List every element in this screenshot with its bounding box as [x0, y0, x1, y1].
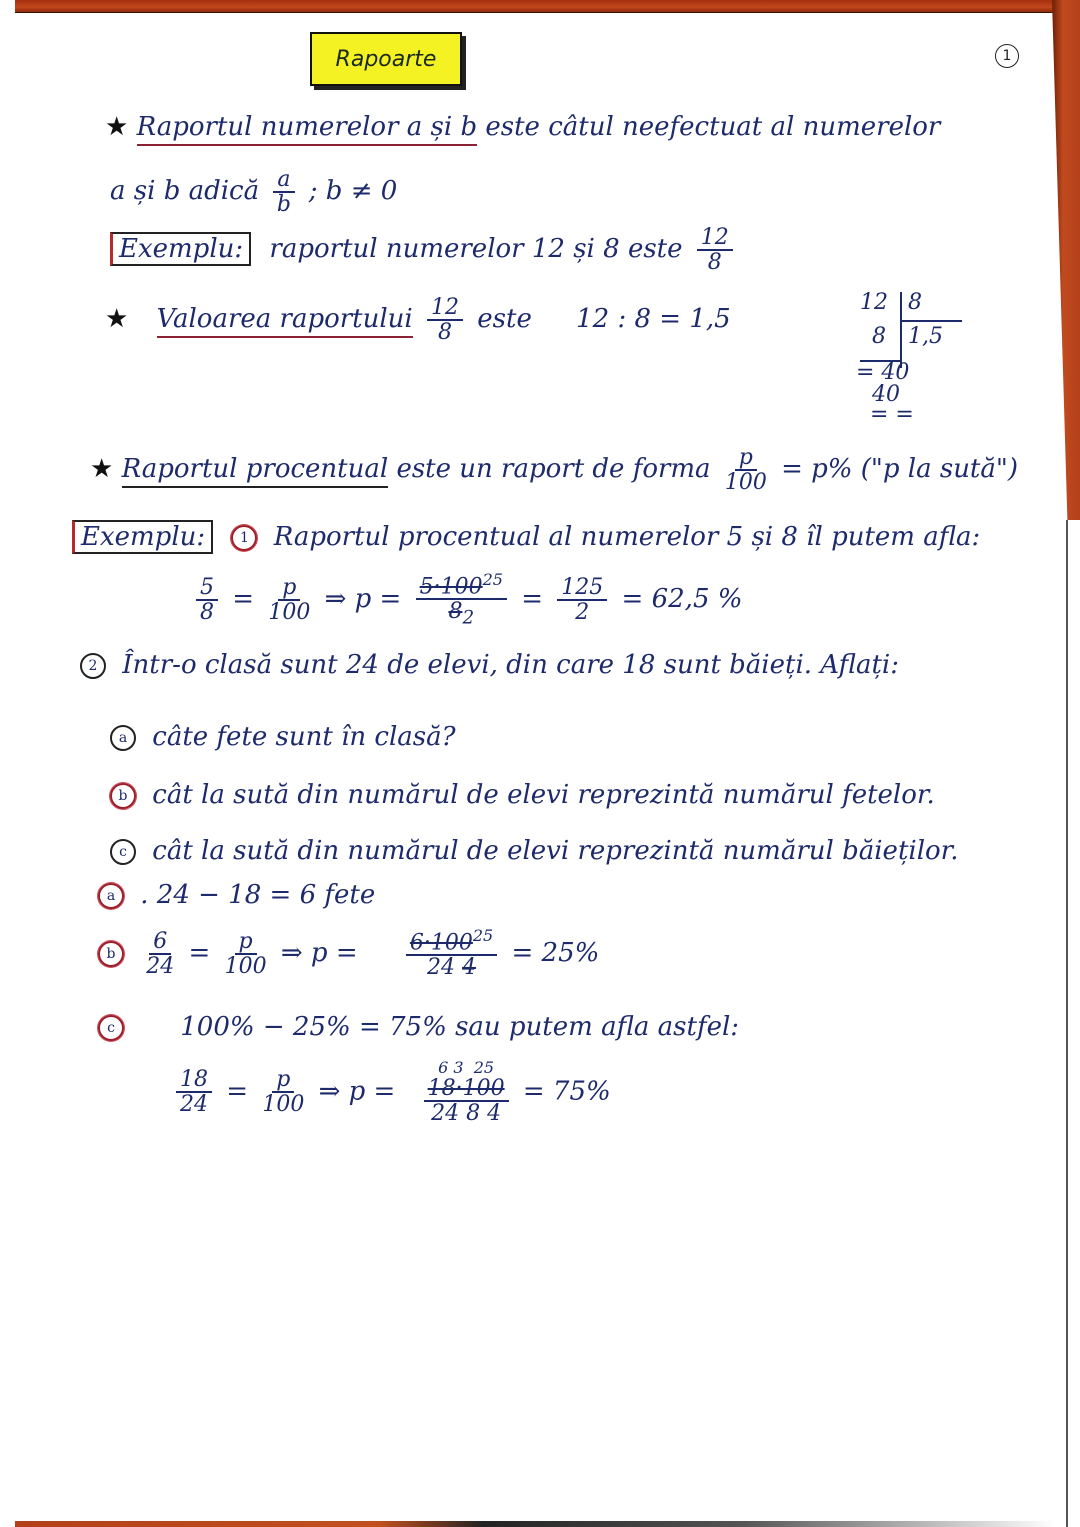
fraction-numerator: p: [272, 1068, 294, 1093]
condition-text: ; b ≠ 0: [308, 176, 398, 207]
fraction-125-2: [557, 576, 607, 624]
example-label-box: Exemplu:: [110, 232, 251, 266]
star-bullet-icon: ★: [105, 112, 129, 142]
simplified-subscript: 2: [462, 607, 475, 629]
ratio-value-middle: este: [477, 304, 532, 335]
simplified-denominator: 4: [462, 955, 477, 981]
definition-ratio: [105, 112, 940, 142]
question-a: [110, 722, 456, 752]
fraction-denominator: 24: [180, 1092, 208, 1118]
answer-label-circle: c: [98, 1015, 124, 1041]
division-remainder: = 40: [856, 360, 910, 385]
star-bullet-icon: ★: [90, 454, 114, 485]
fraction-numerator: 12: [697, 226, 733, 251]
term-ratio: Raportul numerelor a și b: [137, 112, 478, 146]
division-final: = =: [870, 402, 914, 427]
fraction-6-24: [146, 930, 174, 978]
division-vertical-line: [900, 292, 902, 368]
fraction-18x100-24: [424, 1060, 509, 1125]
page-edge-line: [1066, 520, 1068, 1527]
divisor: 8: [908, 290, 922, 315]
percent-equals-text: = p% ("p la sută"): [781, 454, 1018, 485]
implies-text: ⇒ p =: [280, 937, 358, 968]
result-text: = 25%: [511, 937, 600, 968]
dividend: 12: [860, 290, 888, 315]
page-frame-bottom: [15, 1521, 1055, 1527]
fraction-numerator: 18·100: [424, 1077, 509, 1102]
fraction-18-24: [176, 1068, 212, 1116]
fraction-denominator: 24 8 4: [431, 1100, 502, 1126]
implies-text: ⇒ p =: [324, 584, 402, 615]
fraction-denominator: 24: [146, 953, 175, 979]
question-text: câte fete sunt în clasă?: [152, 722, 456, 752]
fraction-denominator: 24: [427, 955, 456, 981]
example-2-text: Raportul procentual al numerelor 5 și 8 îl putem afla:: [273, 522, 981, 552]
question-label-circle: c: [110, 839, 136, 865]
fraction-numerator: 6·100: [409, 930, 473, 956]
fraction-numerator: 5: [196, 576, 218, 601]
fraction-numerator: a: [273, 168, 294, 193]
result-text: = 75%: [522, 1076, 611, 1107]
definition-line2-text: a și b adică: [110, 176, 260, 207]
fraction-numerator: 5·100: [419, 574, 483, 600]
ratio-value-result: 12 : 8 = 1,5: [576, 304, 731, 335]
division-horizontal-line: [902, 320, 962, 322]
fraction-p-100: [725, 446, 767, 494]
definition-text: este câtul neefectuat al numerelor: [485, 112, 941, 142]
fraction-numerator: 18: [176, 1068, 212, 1093]
fraction-denominator: 100: [262, 1092, 305, 1118]
fraction-5x100-8: [416, 572, 507, 628]
answer-label-circle: b: [98, 941, 124, 967]
problem-2-statement: [80, 650, 899, 680]
definition-line2: [110, 168, 397, 216]
fraction-denominator: 2: [575, 600, 590, 626]
example-1: [110, 226, 739, 274]
equals-sign: =: [226, 1076, 249, 1107]
question-text: cât la sută din numărul de elevi reprezintă numărul băieților.: [152, 836, 959, 866]
percent-ratio-definition: [90, 446, 1018, 494]
fraction-denominator: 100: [224, 953, 267, 979]
fraction-6x100-24: [406, 928, 497, 980]
equals-sign: =: [232, 584, 255, 615]
question-b: [110, 780, 935, 810]
fraction-p-100: [225, 930, 267, 978]
example-1-text: raportul numerelor 12 și 8 este: [269, 234, 683, 265]
page-number: [995, 44, 1019, 68]
fraction-numerator: 12: [427, 296, 463, 321]
item-number-circle: 1: [231, 525, 257, 551]
question-c: [110, 836, 959, 866]
question-label-circle: b: [110, 783, 136, 809]
fraction-denominator: 8: [438, 320, 453, 346]
simplified-prefix: 6 3: [438, 1058, 464, 1077]
result-text: = 62,5 %: [621, 584, 743, 615]
fraction-a-b: [273, 168, 294, 216]
fraction-denominator: 100: [724, 470, 767, 496]
fraction-12-8: [427, 296, 463, 344]
fraction-denominator: 8: [200, 600, 214, 626]
simplified-superscript: 25: [473, 1058, 495, 1077]
percent-definition-text: este un raport de forma: [396, 454, 711, 485]
fraction-numerator: p: [278, 576, 300, 601]
division-step1: 8: [872, 324, 886, 349]
answer-c-line1: [98, 1012, 739, 1042]
simplified-superscript: 25: [472, 926, 494, 945]
fraction-5-8: [196, 576, 218, 624]
term-percent-ratio: Raportul procentual: [122, 454, 389, 488]
page-number-text: 1: [1002, 48, 1012, 64]
answer-label-circle: a: [98, 883, 124, 909]
ratio-value: [105, 296, 731, 344]
fraction-p-100: [262, 1068, 304, 1116]
fraction-12-8: [697, 226, 733, 274]
fraction-denominator: 8: [707, 250, 722, 276]
fraction-numerator: 6: [149, 930, 171, 955]
answer-text: . 24 − 18 = 6 fete: [140, 880, 376, 910]
quotient: 1,5: [908, 324, 943, 349]
problem-number-circle: 2: [80, 653, 106, 679]
long-division: [856, 290, 970, 427]
answer-a: [98, 880, 375, 910]
answer-c-text: 100% − 25% = 75% sau putem afla astfel:: [180, 1012, 740, 1042]
equals-sign: =: [188, 937, 211, 968]
page-title: [310, 32, 462, 86]
question-label-circle: a: [110, 725, 136, 751]
fraction-numerator: p: [235, 930, 257, 955]
implies-text: ⇒ p =: [318, 1076, 396, 1107]
example-2: [72, 520, 980, 554]
term-ratio-value: Valoarea raportului: [157, 304, 413, 338]
fraction-p-100: [268, 576, 310, 624]
page-frame-right: [1052, 0, 1080, 520]
example-2-calculation: $\frac{5}{8}$ = $\frac{p}{100}$ ⇒ p = $\frac{5\cdot 100^{25}}{8_2}$ = $\frac{125}{2}$ = 62,5 %: [190, 572, 742, 628]
page-frame-top: [15, 0, 1080, 13]
question-text: cât la sută din numărul de elevi reprezintă numărul fetelor.: [152, 780, 935, 810]
problem-statement-text: Într-o clasă sunt 24 de elevi, din care 18 sunt băieți. Aflați:: [122, 650, 899, 680]
fraction-denominator: 100: [268, 600, 311, 626]
page-title-text: Rapoarte: [335, 46, 437, 72]
example-label-box: Exemplu:: [72, 520, 213, 554]
simplified-superscript: 25: [482, 570, 503, 589]
fraction-numerator: p: [735, 446, 757, 471]
answer-c-calculation: [170, 1060, 611, 1125]
fraction-denominator: b: [276, 192, 291, 218]
answer-b: [98, 928, 599, 980]
fraction-denominator: 8: [448, 599, 463, 625]
star-bullet-icon: ★: [105, 304, 129, 335]
division-step2: 40: [872, 382, 900, 407]
fraction-numerator: 125: [557, 576, 607, 601]
